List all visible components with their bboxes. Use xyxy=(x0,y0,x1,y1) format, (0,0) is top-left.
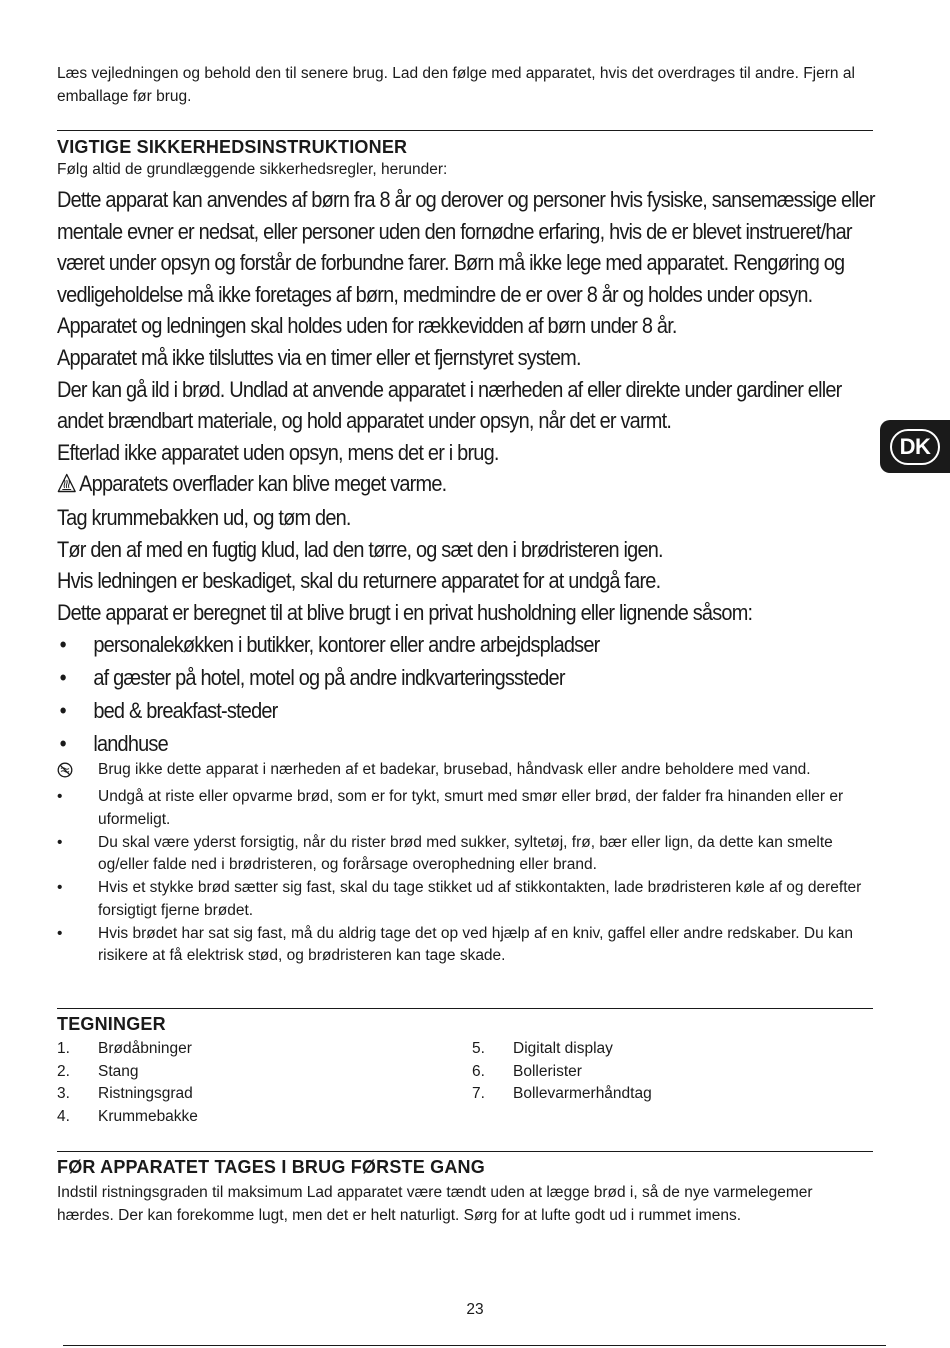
bullet: • xyxy=(59,665,66,691)
safety-line: Tør den af med en fugtig klud, lad den tørre, og sæt den i brødristeren igen. xyxy=(57,536,663,562)
safety-line: vedligeholdelse må ikke foretages af børn, medmindre de er over 8 år og holdes under opsyn. xyxy=(57,281,813,307)
list-item xyxy=(57,661,793,694)
item-label: Bollevarmerhåndtag xyxy=(513,1085,652,1103)
list-item xyxy=(472,1083,652,1106)
list-item-text: bed & breakfast-steder xyxy=(93,698,278,724)
item-number: 4. xyxy=(57,1107,70,1125)
item-label: Digitalt display xyxy=(513,1040,613,1057)
list-item xyxy=(472,1061,652,1084)
safety-line: mentale evner er nedsat, eller personer uden den fornødne erfaring, hvis de er blevet instrueret/har xyxy=(57,218,852,244)
list-item-text: landhuse xyxy=(93,731,168,757)
safety-line: Dette apparat er beregnet til at blive brugt i en privat husholdning eller lignende såsom: xyxy=(57,599,753,625)
bullet: • xyxy=(57,924,63,942)
item-number: 7. xyxy=(472,1085,485,1103)
list-item xyxy=(57,759,873,786)
section-divider xyxy=(57,1151,873,1152)
first-use-heading: FØR APPARATET TAGES I BRUG FØRSTE GANG xyxy=(57,1157,485,1177)
list-item-text: Hvis et stykke brød sætter sig fast, skal du tage stikket ud af stikkontakten, lade brødristeren køle af og derefter forsigtigt fjerne brødet. xyxy=(98,879,862,919)
list-item xyxy=(57,1106,198,1129)
item-label: Ristningsgrad xyxy=(98,1085,193,1103)
safety-line: Tag krummebakken ud, og tøm den. xyxy=(57,504,351,530)
section-divider xyxy=(57,130,873,131)
item-label: Krummebakke xyxy=(98,1107,198,1125)
item-label: Stang xyxy=(98,1062,139,1080)
list-item-text: personalekøkken i butikker, kontorer eller andre arbejdspladser xyxy=(93,632,600,658)
item-label: Brødåbninger xyxy=(98,1040,192,1057)
page-number: 23 xyxy=(466,1301,484,1318)
item-label: Bollerister xyxy=(513,1062,582,1080)
list-item-text: Undgå at riste eller opvarme brød, som er for tykt, smurt med smør eller brød, der falder fra hinanden eller er uformeligt. xyxy=(98,788,844,828)
item-number: 1. xyxy=(57,1040,70,1057)
parts-column-left xyxy=(57,1038,198,1128)
bullet: • xyxy=(57,788,63,805)
bullet: • xyxy=(59,698,66,724)
safety-subheading: Følg altid de grundlæggende sikkerhedsregler, herunder: xyxy=(57,161,448,178)
safety-line: Apparatet må ikke tilsluttes via en timer eller et fjernstyret system. xyxy=(57,344,581,370)
hot-surface-warning xyxy=(57,468,793,502)
safety-line: Apparatet og ledningen skal holdes uden for rækkevidden af børn under 8 år. xyxy=(57,313,677,339)
safety-line: andet brændbart materiale, og hold apparatet under opsyn, når det er varmt. xyxy=(57,408,672,434)
list-item xyxy=(57,727,793,760)
item-number: 6. xyxy=(472,1062,485,1080)
safety-line: Der kan gå ild i brød. Undlad at anvende apparatet i nærheden af eller direkte under gardiner eller xyxy=(57,376,842,402)
language-badge: DK xyxy=(890,429,940,465)
parts-column-right xyxy=(472,1038,652,1106)
item-number: 3. xyxy=(57,1085,70,1103)
language-tab xyxy=(880,420,950,473)
intro-text: Læs vejledningen og behold den til senere brug. Lad den følge med apparatet, hvis det overdrages til andre. Fjern al emballage før brug. xyxy=(57,65,855,105)
bullet: • xyxy=(59,731,66,757)
bullet: • xyxy=(57,879,63,896)
list-item xyxy=(57,694,793,727)
bullet: • xyxy=(59,632,66,658)
list-item xyxy=(57,1083,198,1106)
safety-line: Dette apparat kan anvendes af børn fra 8 år og derover og personer hvis fysiske, sansemæssige eller xyxy=(57,187,875,212)
list-item-text: af gæster på hotel, motel og på andre indkvarteringssteder xyxy=(93,665,565,691)
safety-heading: VIGTIGE SIKKERHEDSINSTRUKTIONER xyxy=(57,137,408,157)
list-item xyxy=(472,1038,652,1061)
additional-warnings xyxy=(57,759,873,968)
safety-line: været under opsyn og forstår de forbundne farer. Børn må ikke lege med apparatet. Rengøring og xyxy=(57,250,845,276)
list-item-text: Du skal være yderst forsigtig, når du rister brød med sukker, syltetøj, frø, bær eller lign, da dette kan smelte og/eller falde ned i brødristeren, og forårsage overophedning eller brand. xyxy=(98,833,833,873)
list-item-text: Brug ikke dette apparat i nærheden af et badekar, brusebad, håndvask eller andre beholdere med vand. xyxy=(98,761,811,778)
list-item xyxy=(57,628,793,661)
list-item xyxy=(57,923,873,968)
list-item-text: Hvis brødet har sat sig fast, må du aldrig tage det op ved hjælp af en kniv, gaffel eller andre redskaber. Du kan risikere at få elektrisk stød, og brødristeren kan tage skade. xyxy=(98,924,854,964)
list-item xyxy=(57,786,873,831)
first-use-text: Indstil ristningsgraden til maksimum Lad apparatet være tændt uden at lægge brød i, så de nye varmelegemer hærdes. Der kan forekomme lugt, men det er helt naturligt. Sørg for at lufte godt ud i rummet imens. xyxy=(57,1184,813,1224)
list-item xyxy=(57,877,873,922)
list-item xyxy=(57,1038,198,1061)
list-item xyxy=(57,1061,198,1084)
bullet: • xyxy=(57,833,63,851)
drawings-heading: TEGNINGER xyxy=(57,1014,166,1034)
list-item xyxy=(57,832,873,877)
hot-surface-warning-icon xyxy=(57,470,76,502)
safety-line: Hvis ledningen er beskadiget, skal du returnere apparatet for at undgå fare. xyxy=(57,568,661,594)
safety-instructions xyxy=(57,184,875,760)
hot-surface-warning-text: Apparatets overflader kan blive meget varme. xyxy=(79,471,447,497)
safety-line: Efterlad ikke apparatet uden opsyn, mens det er i brug. xyxy=(57,439,499,465)
no-water-icon xyxy=(57,759,98,786)
section-divider xyxy=(57,1008,873,1009)
footer-divider xyxy=(63,1345,886,1346)
item-number: 5. xyxy=(472,1040,485,1057)
item-number: 2. xyxy=(57,1062,70,1080)
